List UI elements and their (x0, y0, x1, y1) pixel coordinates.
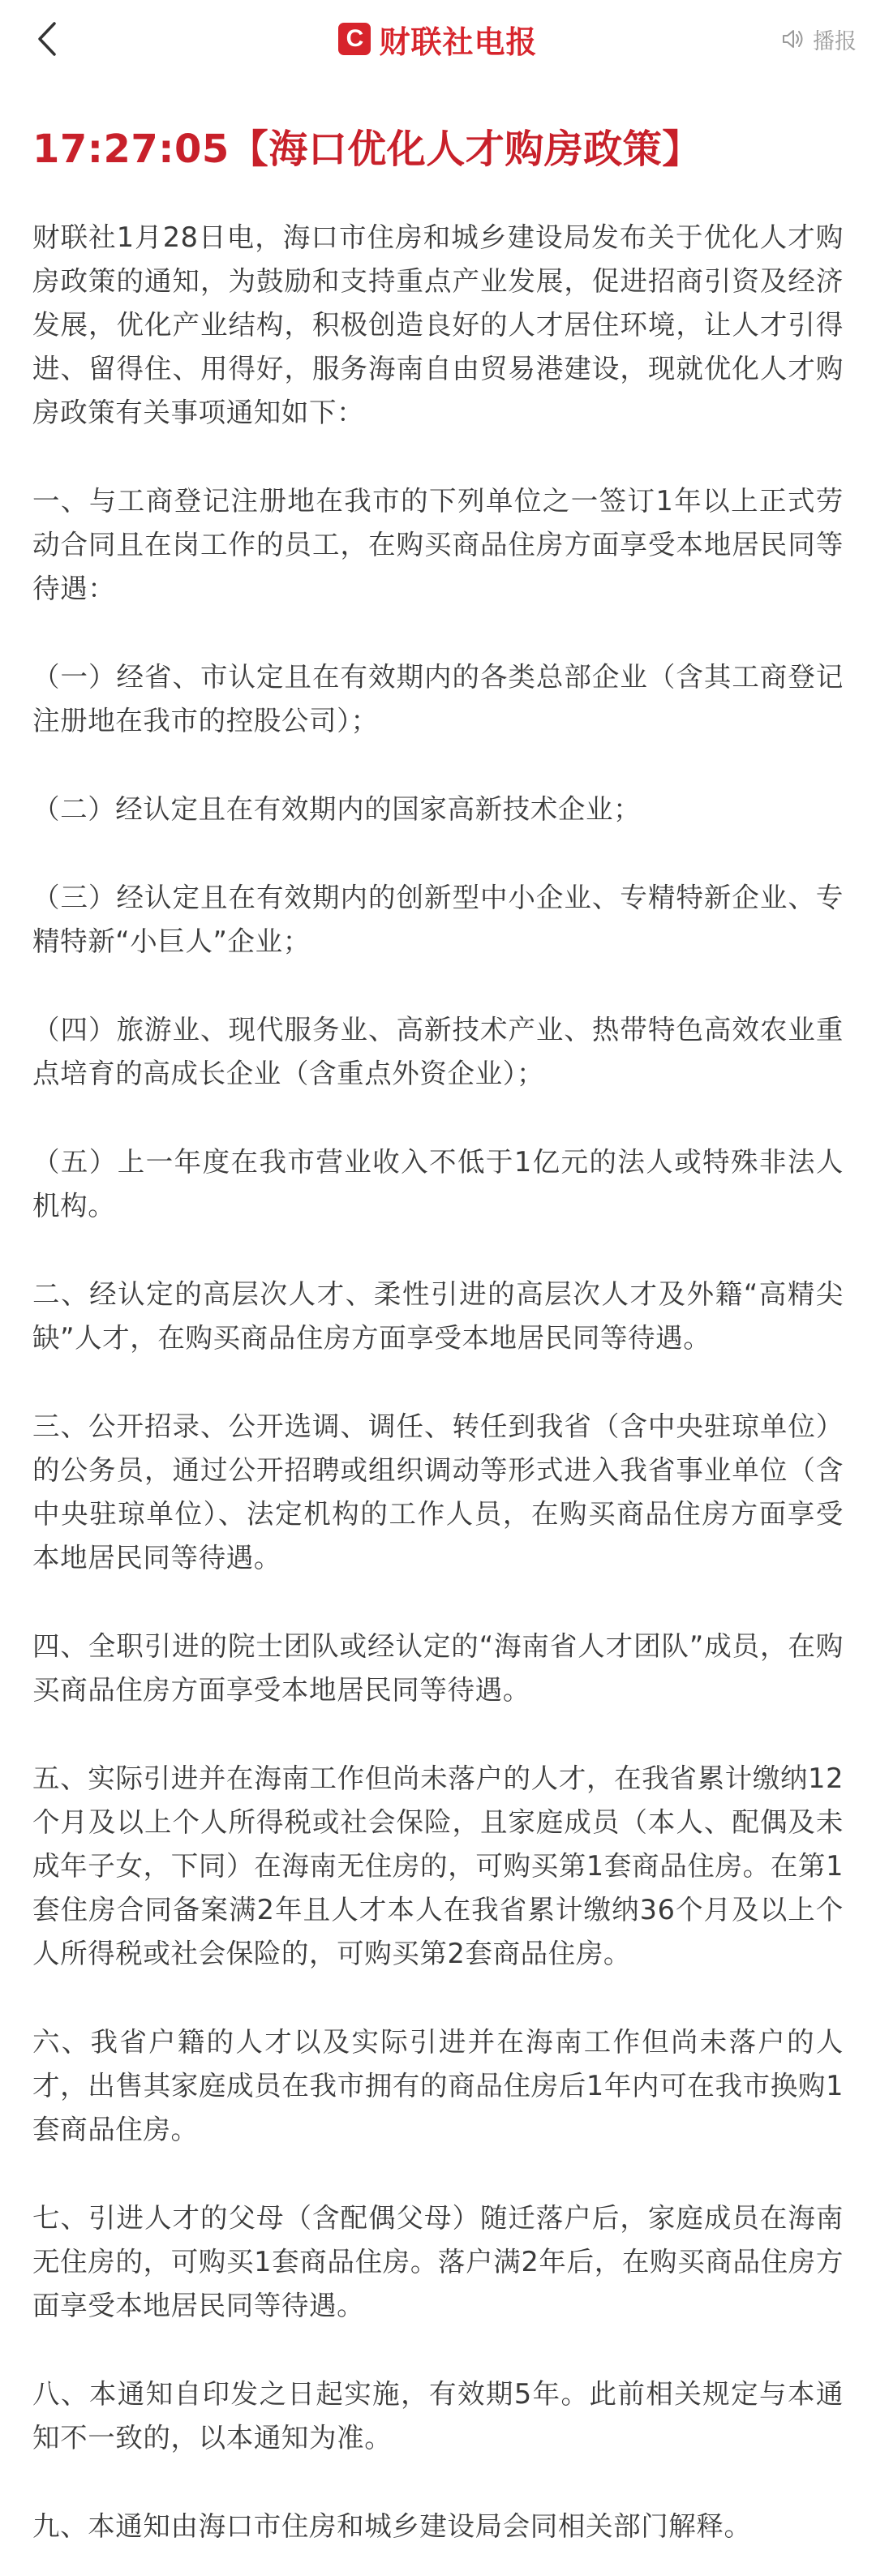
clause-1-item-1: （一）经省、市认定且在有效期内的各类总部企业（含其工商登记注册地在我市的控股公司）； (32, 661, 844, 736)
article-body (0, 78, 876, 2548)
clause-1: 一、与工商登记注册地在我市的下列单位之一签订1年以上正式劳动合同且在岗工作的员工，在购买商品住房方面享受本地居民同等待遇： (32, 485, 844, 604)
clause-8: 八、本通知自印发之日起实施，有效期5年。此前相关规定与本通知不一致的，以本通知为准。 (32, 2378, 844, 2454)
speaker-icon (780, 27, 805, 51)
top-bar (0, 0, 876, 78)
clause-6: 六、我省户籍的人才以及实际引进并在海南工作但尚未落户的人才，出售其家庭成员在我市拥有的商品住房后1年内可在我市换购1套商品住房。 (32, 2026, 844, 2145)
play-label: 播报 (813, 28, 857, 54)
clause-1-item-5: （五）上一年度在我市营业收入不低于1亿元的法人或特殊非法人机构。 (32, 1146, 844, 1221)
back-button[interactable] (23, 15, 71, 63)
clause-7: 七、引进人才的父母（含配偶父母）随迁落户后，家庭成员在海南无住房的，可购买1套商品住房。落户满2年后，在购买商品住房方面享受本地居民同等待遇。 (32, 2202, 844, 2321)
clause-9: 九、本通知由海口市住房和城乡建设局会同相关部门解释。 (32, 2510, 752, 2542)
article-headline: 17:27:05【海口优化人才购房政策】 (32, 127, 702, 172)
brand-mark-icon: C (338, 23, 371, 55)
back-arrow-icon (36, 21, 58, 57)
clause-2: 二、经认定的高层次人才、柔性引进的高层次人才及外籍“高精尖缺”人才，在购买商品住房方面享受本地居民同等待遇。 (32, 1278, 844, 1354)
clause-5: 五、实际引进并在海南工作但尚未落户的人才，在我省累计缴纳12个月及以上个人所得税或社会保险，且家庭成员（本人、配偶及未成年子女，下同）在海南无住房的，可购买第1套商品住房。在第1套住房合同备案满2年且人才本人在我省累计缴纳36个月及以上个人所得税或社会保险的，可购买第2套商品住房。 (32, 1762, 844, 1969)
clause-1-item-2: （二）经认定且在有效期内的国家高新技术企业； (32, 793, 642, 825)
brand-logo (338, 17, 537, 62)
clause-1-item-4: （四）旅游业、现代服务业、高新技术产业、热带特色高效农业重点培育的高成长企业（含重点外资企业）； (32, 1014, 844, 1089)
clause-1-item-3: （三）经认定且在有效期内的创新型中小企业、专精特新企业、专精特新“小巨人”企业； (32, 882, 844, 957)
article-intro: 财联社1月28日电，海口市住房和城乡建设局发布关于优化人才购房政策的通知，为鼓励和支持重点产业发展，促进招商引资及经济发展，优化产业结构，积极创造良好的人才居住环境，让人才引得进、留得住、用得好，服务海南自由贸易港建设，现就优化人才购房政策有关事项通知如下： (32, 221, 844, 428)
brand-name: 财联社电报 (379, 24, 538, 60)
play-audio-button[interactable] (780, 16, 857, 62)
clause-3: 三、公开招录、公开选调、调任、转任到我省（含中央驻琼单位）的公务员，通过公开招聘或组织调动等形式进入我省事业单位（含中央驻琼单位）、法定机构的工作人员，在购买商品住房方面享受本地居民同等待遇。 (32, 1410, 844, 1574)
clause-4: 四、全职引进的院士团队或经认定的“海南省人才团队”成员，在购买商品住房方面享受本地居民同等待遇。 (32, 1630, 844, 1706)
